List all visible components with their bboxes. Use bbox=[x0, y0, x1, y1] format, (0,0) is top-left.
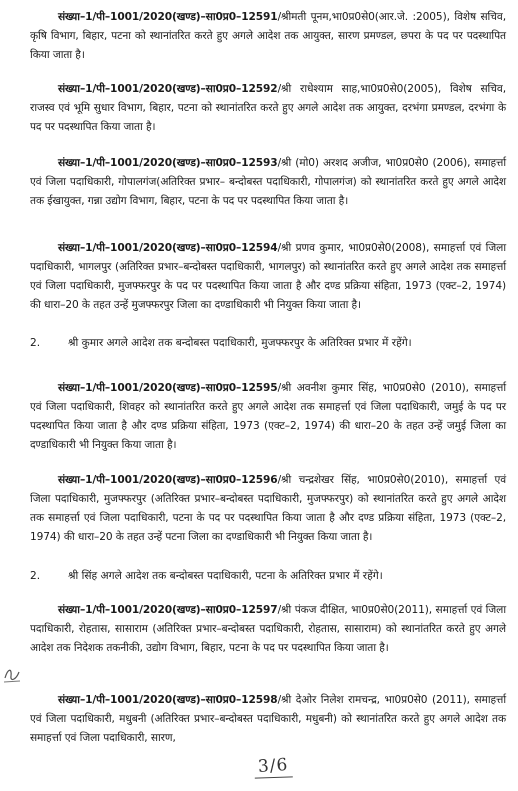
subparagraph-number: 2. bbox=[30, 570, 41, 582]
subparagraph-text: श्री सिंह अगले आदेश तक बन्दोबस्त पदाधिकारी, पटना के अतिरिक्त प्रभार में रहेंगे। bbox=[68, 570, 383, 582]
order-text: /श्रीमती पूनम,भा0प्र0से0(आर.जे. :2005), विशेष सचिव, कृषि विभाग, बिहार, पटना को स्थानांतरित करते हुए अगले आदेश तक आयुक्त, सारण प्रमण्डल, छपरा के पद पर पदस्थापित किया जाता है। bbox=[30, 11, 506, 61]
order-paragraph bbox=[30, 691, 506, 748]
order-reference: संख्या–1/पी–1001/2020(खण्ड)–सा0प्र0–12596 bbox=[58, 474, 278, 486]
order-paragraph bbox=[30, 471, 506, 547]
order-reference: संख्या–1/पी–1001/2020(खण्ड)–सा0प्र0–12597 bbox=[58, 604, 278, 616]
order-paragraph bbox=[30, 80, 506, 137]
order-reference: संख्या–1/पी–1001/2020(खण्ड)–सा0प्र0–12592 bbox=[58, 83, 278, 95]
subparagraph-text: श्री कुमार अगले आदेश तक बन्दोबस्त पदाधिकारी, मुजफ्फरपुर के अतिरिक्त प्रभार में रहेंगे। bbox=[68, 337, 412, 349]
order-paragraph bbox=[30, 154, 506, 211]
order-reference: संख्या–1/पी–1001/2020(खण्ड)–सा0प्र0–12593 bbox=[58, 157, 278, 169]
page-number: 3/6 bbox=[257, 754, 290, 778]
order-reference: संख्या–1/पी–1001/2020(खण्ड)–सा0प्र0–12595 bbox=[58, 382, 278, 394]
order-reference: संख्या–1/पी–1001/2020(खण्ड)–सा0प्र0–12594 bbox=[58, 242, 278, 254]
handwritten-margin-mark-icon bbox=[2, 664, 22, 686]
order-reference: संख्या–1/पी–1001/2020(खण्ड)–सा0प्र0–12598 bbox=[58, 694, 278, 706]
order-text: /श्री (मो0) अरशद अजीज, भा0प्र0से0 (2006), समाहर्त्ता एवं जिला पदाधिकारी, गोपालगंज(अतिरिक्त प्रभार– बन्दोबस्त पदाधिकारी, गोपालगंज) को स्थानांतरित करते हुए अगले आदेश तक ईखायुक्त, गन्ना उद्योग विभाग, बिहार, पटना के पद पर पदस्थापित किया जाता है। bbox=[30, 157, 506, 207]
order-text: /श्री अवनीश कुमार सिंह, भा0प्र0से0 (2010), समाहर्त्ता एवं जिला पदाधिकारी, शिवहर को स्थानांतरित करते हुए अगले आदेश तक समाहर्त्ता एवं जिला पदाधिकारी, जमुई के पद पर पदस्थापित किया जाता है और दण्ड प्रक्रिया संहिता, 1973 (एक्ट–2, 1974) की धारा–20 के तहत उन्हें जमुई जिला का दण्डाधिकारी भी नियुक्त किया जाता है। bbox=[30, 382, 506, 451]
subparagraph-number: 2. bbox=[30, 337, 41, 349]
order-text: /श्री पंकज दीक्षित, भा0प्र0से0(2011), समाहर्त्ता एवं जिला पदाधिकारी, रोहतास, सासाराम (अतिरिक्त प्रभार–बन्दोबस्त पदाधिकारी, रोहतास, सासाराम) को स्थानांतरित करते हुए अगले आदेश तक निदेशक तकनीकी, उद्योग विभाग, बिहार, पटना के पद पर पदस्थापित किया जाता है। bbox=[30, 604, 506, 654]
order-paragraph bbox=[30, 8, 506, 65]
order-paragraph bbox=[30, 239, 506, 315]
order-text: /श्री चन्द्रशेखर सिंह, भा0प्र0से0(2010), समाहर्त्ता एवं जिला पदाधिकारी, मुजफ्फरपुर (अतिरिक्त प्रभार–बन्दोबस्त पदाधिकारी, मुजफ्फरपुर) को स्थानांतरित करते हुए अगले आदेश तक समाहर्त्ता एवं जिला पदाधिकारी, पटना के पद पर पदस्थापित किया जाता है और दण्ड प्रक्रिया संहिता, 1973 (एक्ट–2, 1974) की धारा–20 के तहत उन्हें पटना जिला का दण्डाधिकारी भी नियुक्त किया जाता है। bbox=[30, 474, 506, 543]
order-reference: संख्या–1/पी–1001/2020(खण्ड)–सा0प्र0–12591 bbox=[58, 11, 278, 23]
order-text: /श्री प्रणव कुमार, भा0प्र0से0(2008), समाहर्त्ता एवं जिला पदाधिकारी, भागलपुर (अतिरिक्त प्रभार–बन्दोबस्त पदाधिकारी, भागलपुर) को स्थानांतरित करते हुए अगले आदेश तक समाहर्त्ता एवं जिला पदाधिकारी, मुजफ्फरपुर के पद पर पदस्थापित किया जाता है और दण्ड प्रक्रिया संहिता, 1973 (एक्ट–2, 1974) की धारा–20 के तहत उन्हें मुजफ्फरपुर जिला का दण्डाधिकारी भी नियुक्त किया जाता है। bbox=[30, 242, 506, 311]
order-paragraph bbox=[30, 601, 506, 658]
order-subparagraph bbox=[30, 567, 506, 586]
order-text: /श्री राधेश्याम साह,भा0प्र0से0(2005), विशेष सचिव, राजस्व एवं भूमि सुधार विभाग, बिहार, पटना को स्थानांतरित करते हुए अगले आदेश तक आयुक्त, दरभंगा प्रमण्डल, दरभंगा के पद पर पदस्थापित किया जाता है। bbox=[30, 83, 506, 133]
order-subparagraph bbox=[30, 334, 506, 353]
order-paragraph bbox=[30, 379, 506, 455]
order-text: /श्री देओर निलेश रामचन्द्र, भा0प्र0से0 (2011), समाहर्त्ता एवं जिला पदाधिकारी, मधुबनी (अतिरिक्त प्रभार–बन्दोबस्त पदाधिकारी, मधुबनी) को स्थानांतरित करते हुए अगले आदेश तक समाहर्त्ता एवं जिला पदाधिकारी, सारण, bbox=[30, 694, 506, 744]
